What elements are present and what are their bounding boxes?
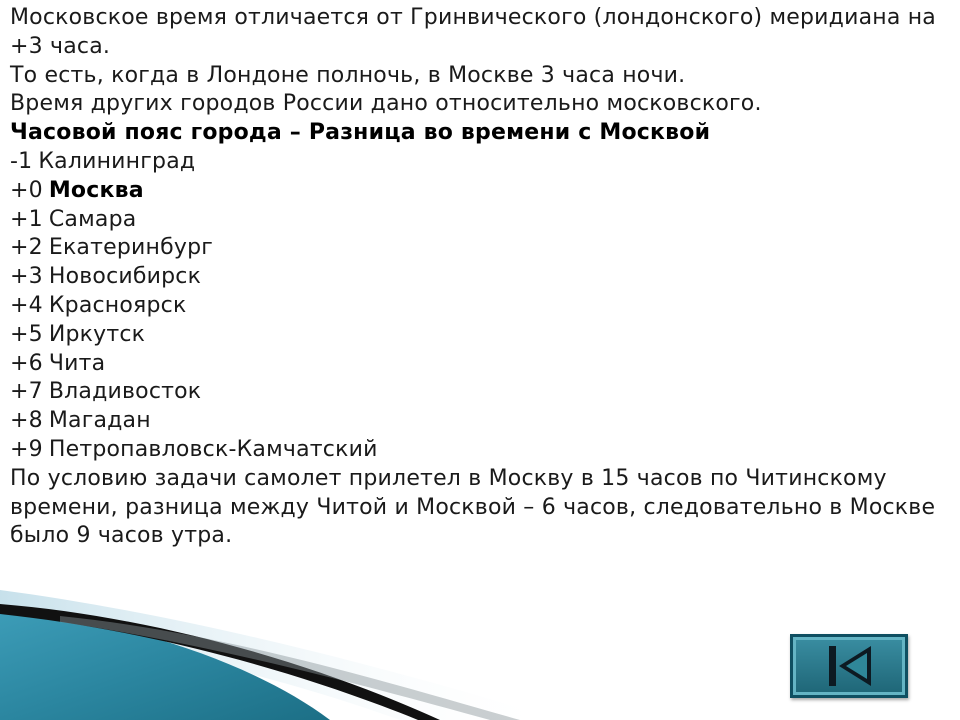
zone-row-chita	[10, 350, 952, 379]
zone-city: Владивосток	[48, 379, 202, 405]
zone-city: Петропавловск-Камчатский	[48, 436, 378, 462]
zone-row-petropavlovsk	[10, 436, 952, 465]
zone-offset: -1	[10, 148, 33, 174]
zone-row-irkutsk	[10, 321, 952, 350]
zone-row-samara	[10, 206, 952, 235]
slide-text	[10, 4, 952, 551]
zone-city: Чита	[48, 350, 106, 376]
zone-offset: +9	[10, 436, 43, 462]
skip-back-icon	[819, 642, 879, 690]
zone-row-novosibirsk	[10, 263, 952, 292]
zone-offset: +8	[10, 408, 43, 434]
conclusion-text: По условию задачи самолет прилетел в Москву в 15 часов по Читинскому времени, разница между Читой и Москвой – 6 часов, следовательно в Москве было 9 часов утра.	[10, 465, 936, 549]
zone-city: Калининград	[38, 148, 196, 174]
zone-offset: +6	[10, 350, 43, 376]
zone-offset: +3	[10, 264, 43, 290]
intro-line-3: Время других городов России дано относительно московского.	[10, 91, 762, 117]
zone-offset: +5	[10, 321, 43, 347]
zone-offset: +4	[10, 292, 43, 318]
zone-offset: +7	[10, 379, 43, 405]
zone-row-vladivostok	[10, 378, 952, 407]
intro-line-1: Московское время отличается от Гринвического (лондонского) меридиана на +3 часа.	[10, 5, 936, 59]
zone-city: Иркутск	[48, 321, 146, 347]
zone-city: Магадан	[48, 408, 151, 434]
zone-city: Екатеринбург	[48, 235, 214, 261]
zone-row-magadan	[10, 407, 952, 436]
zone-row-kaliningrad	[10, 148, 952, 177]
table-heading: Часовой пояс города – Разница во времени с Москвой	[10, 120, 711, 146]
zone-offset: +1	[10, 206, 43, 232]
back-to-start-button[interactable]	[790, 634, 908, 698]
zone-city: Новосибирск	[48, 264, 202, 290]
zone-city: Самара	[48, 206, 137, 232]
zone-city: Москва	[48, 177, 144, 203]
zone-row-yekaterinburg	[10, 234, 952, 263]
zone-offset: +0	[10, 177, 43, 203]
zone-offset: +2	[10, 235, 43, 261]
intro-line-2: То есть, когда в Лондоне полночь, в Москве 3 часа ночи.	[10, 62, 686, 88]
zone-city: Красноярск	[48, 292, 187, 318]
zone-row-krasnoyarsk	[10, 292, 952, 321]
zone-row-moscow	[10, 177, 952, 206]
